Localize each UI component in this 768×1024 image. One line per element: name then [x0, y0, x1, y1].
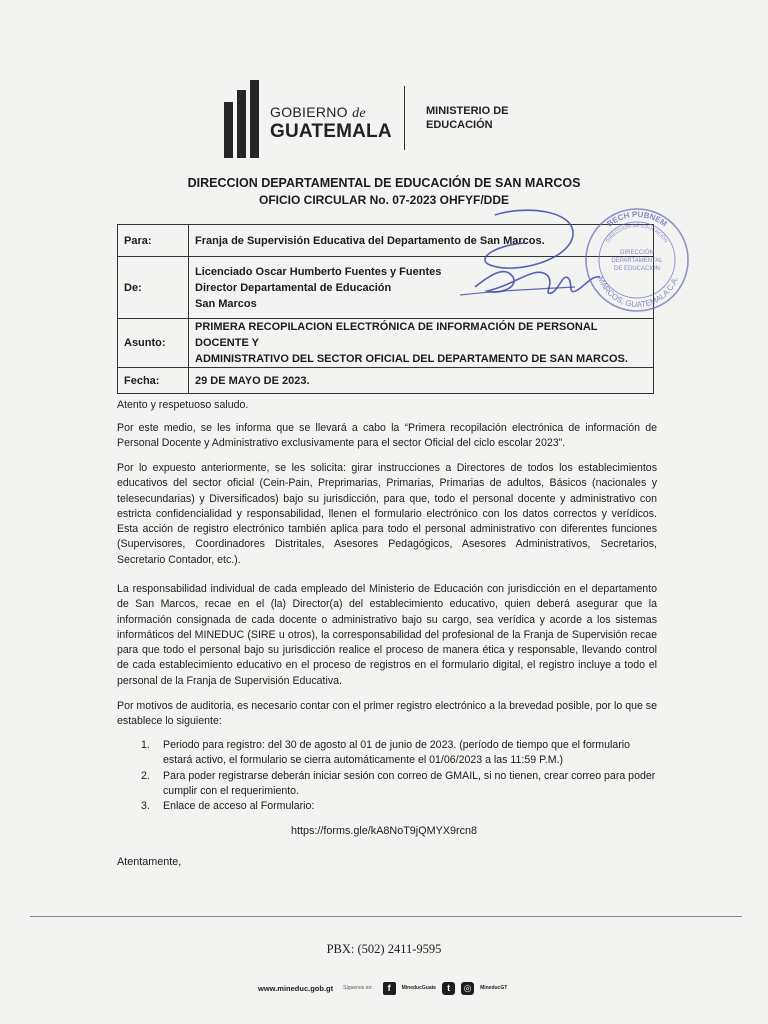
twitter-instagram-handle: MineducGT [480, 985, 508, 991]
paragraph-responsibility: La responsabilidad individual de cada empleado del Ministerio de Educación con jurisdicción en el departamento de San Marcos, recae en el (la) Director(a) del establecimiento educativo, quien deberá asegurar que la información consignada de cada docente o administrativo bajo su cargo, sea verídica y acorde a los sistemas informáticos del MINEDUC (SIRE u otros), la corresponsabilidad del profesional de la Franja de Supervisión recae para que todo el personal bajo su jurisdicción realice el proceso de manera ética y responsable, llevando control de cada establecimiento educativo en el proceso de registros en el formulario digital, el registro incluye a todo el personal de la Franja de Supervisión Educativa. [117, 583, 657, 687]
handwritten-signature [455, 205, 605, 305]
requirements-list [117, 738, 657, 814]
circular-number: OFICIO CIRCULAR No. 07-2023 OHFYF/DDE [258, 193, 510, 207]
footer-divider [30, 916, 742, 917]
list-item: 2. Para poder registrarse deberán iniciar sesión con correo de GMAIL, si no tienen, crear correo para poder cumplir con el requerimiento. [141, 769, 656, 797]
government-logo-icon [222, 80, 262, 158]
government-wordmark: GOBIERNO de GUATEMALA [270, 104, 392, 142]
list-item: 3. Enlace de acceso al Formulario: [141, 800, 315, 813]
twitter-icon[interactable]: t [442, 982, 455, 995]
facebook-handle: MineducGuate [401, 985, 437, 991]
stamp-inner-text: DIRECCIÓN DE EDUCACIÓN [605, 222, 669, 245]
stamp-center-3: DE EDUCACIÓN [613, 266, 661, 272]
fecha-value: 29 DE MAYO DE 2023. [189, 368, 654, 394]
svg-text:MARCOS, GUATEMALA C.A. [596, 275, 680, 309]
footer-social [258, 980, 507, 996]
form-link[interactable]: https://forms.gle/kA8NoT9jQMYX9rcn8 [290, 825, 477, 837]
de-label: De: [118, 257, 189, 319]
svg-text:DIRECCIÓN DE EDUCACIÓN [605, 223, 669, 245]
paragraph-intro: Por este medio, se les informa que se llevará a cabo la “Primera recopilación electrónica de información de Personal Docente y Administrativo exclusivamente para el sector Oficial del ciclo escolar 2023”. [117, 422, 657, 450]
stamp-center-2: DEPARTAMENTAL [611, 258, 663, 264]
memo-row-asunto [118, 319, 654, 368]
greeting: Atento y respetuoso saludo. [117, 399, 249, 411]
stamp-bottom-text: MARCOS, GUATEMALA C.A. [596, 275, 680, 310]
instagram-icon[interactable]: ◎ [461, 982, 474, 995]
stamp-center-1: DIRECCIÓN [620, 250, 654, 256]
para-value: Franja de Supervisión Educativa del Departamento de San Marcos. [189, 225, 654, 257]
paragraph-instructions: Por lo expuesto anteriormente, se les solicita: girar instrucciones a Directores de todos los establecimientos educativos del sector oficial (Cein-Pain, Preprimarias, Primarias, Primarias de adultos, Básicos (nacionales y telesecundarias) y Diversificados) bajo su jurisdicción, para que, todo el personal docente y administrativo con estricta confidencialidad y responsabilidad, llenen el formulario electrónico con los datos correctos y verídicos. Esta acción de registro electrónico también aplica para todo el personal administrativo con diferentes funciones (Supervisores, Coordinadores Distritales, Asesores Pedagógicos, Asesores Administrativos, Secretarios, Secretario Contador, etc.). [117, 462, 657, 566]
footer-phone: PBX: (502) 2411-9595 [326, 942, 442, 956]
paragraph-audit: Por motivos de auditoria, es necesario contar con el primer registro electrónico a la brevedad posible, por lo que se establece lo siguiente: [117, 700, 657, 728]
de-value: Licenciado Oscar Humberto Fuentes y Fuentes Director Departamental de Educación San Marcos [189, 257, 654, 319]
asunto-label: Asunto: [118, 319, 189, 368]
stamp-top-text: BECH PUBNEM [605, 209, 669, 229]
para-label: Para: [118, 225, 189, 257]
footer-follow-label: Síguenos en: [343, 985, 373, 991]
memo-row-fecha [118, 368, 654, 394]
official-stamp [584, 207, 690, 313]
asunto-value: PRIMERA RECOPILACION ELECTRÓNICA DE INFORMACIÓN DE PERSONAL DOCENTE Y ADMINISTRATIVO DEL SECTOR OFICIAL DEL DEPARTAMENTO DE SAN MARCOS. [189, 319, 654, 368]
list-item: 1. Periodo para registro: del 30 de agosto al 01 de junio de 2023. (período de tiempo que el formulario estará activo, el formulario se cierra automáticamente el 01/06/2023 a las 11:59 P.M.) [141, 739, 631, 767]
fecha-label: Fecha: [118, 368, 189, 394]
ministry-name: MINISTERIO DE EDUCACIÓN [426, 105, 509, 131]
closing: Atentamente, [117, 856, 182, 868]
facebook-icon[interactable]: f [383, 982, 396, 995]
document-title: DIRECCION DEPARTAMENTAL DE EDUCACIÓN DE SAN MARCOS [187, 176, 581, 190]
logo-divider [404, 86, 405, 150]
footer-website[interactable]: www.mineduc.gob.gt [258, 983, 334, 993]
